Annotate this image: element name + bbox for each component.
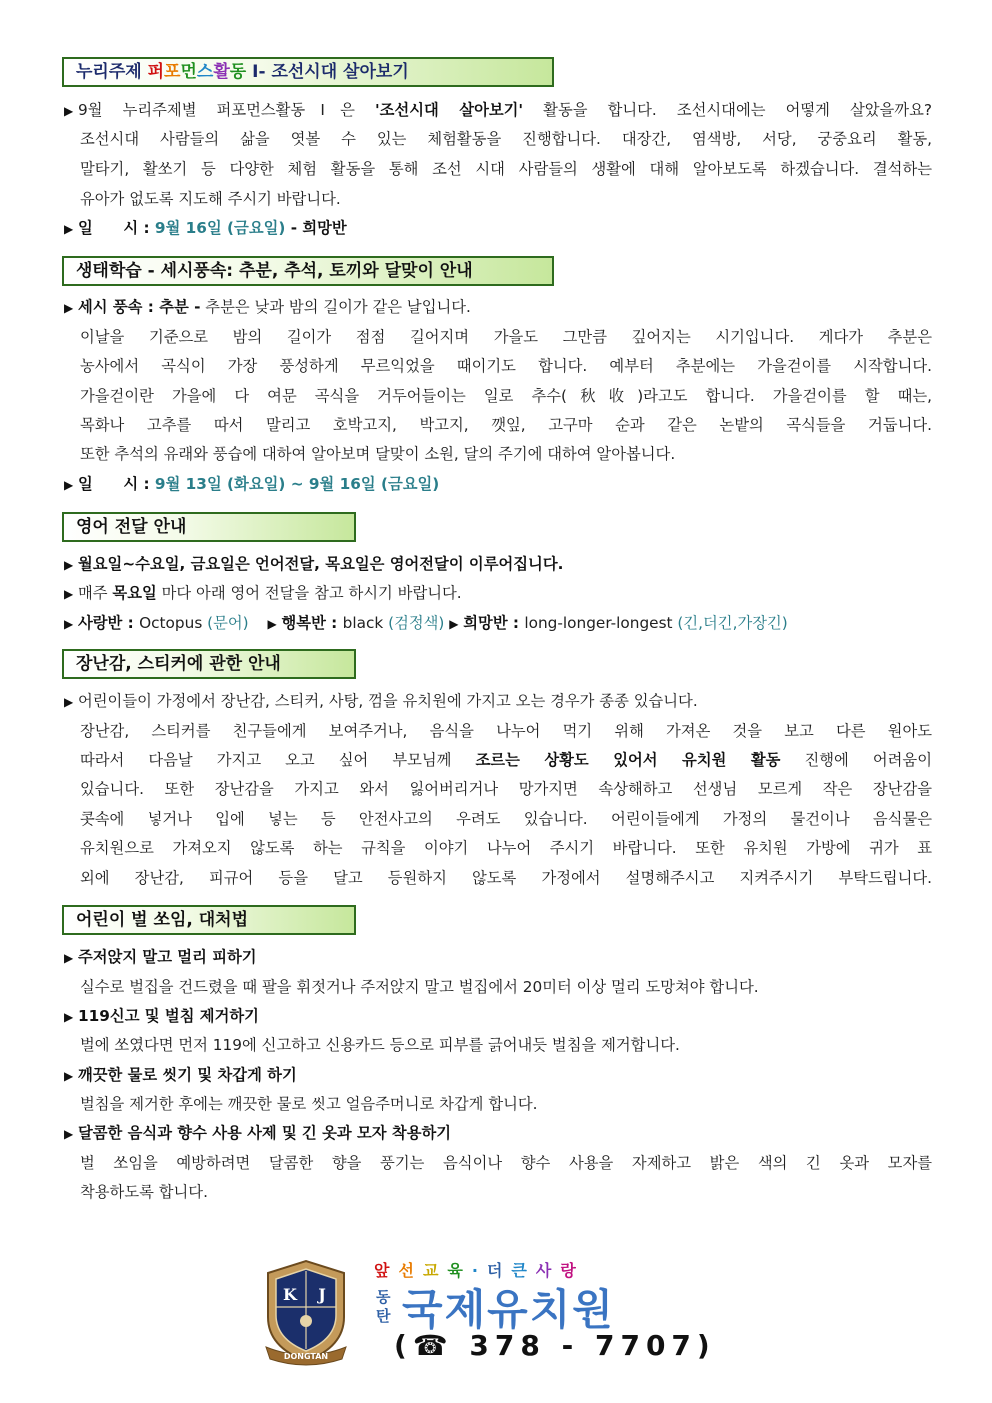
section-header-english xyxy=(62,512,356,542)
slogan-letter: 선 xyxy=(398,1261,423,1280)
s5-heading-4: ▶ 달콤한 음식과 향수 사용 사제 및 긴 옷과 모자 착용하기 xyxy=(64,1124,452,1142)
bullet-triangle-icon: ▶ xyxy=(64,301,74,315)
english-word: black xyxy=(342,614,384,632)
bullet-triangle-icon: ▶ xyxy=(64,478,74,492)
slogan-letter: 사 xyxy=(535,1261,561,1280)
s5-text-1: 실수로 벌집을 건드렸을 때 팔을 휘젓거나 주저앉지 말고 벌집에서 20미터 이상 멀리 도망쳐야 합니다. xyxy=(80,978,759,996)
bullet-triangle-icon: ▶ xyxy=(64,1010,74,1024)
title-rainbow-letter: 포 xyxy=(164,62,181,82)
bullet-triangle-icon: ▶ xyxy=(64,617,74,631)
slogan-letter: 랑 xyxy=(560,1261,585,1280)
emblem-letter-j: J xyxy=(318,1285,326,1304)
s4-line-4: 있습니다. 또한 장난감을 가지고 와서 잃어버리거나 망가지면 속상해하고 선생님 모르게 작은 장난감을 xyxy=(80,780,932,798)
slogan-letter: 앞 xyxy=(374,1261,399,1280)
slogan-letter: 교 xyxy=(422,1261,448,1280)
slogan-letter: 육 xyxy=(447,1261,472,1280)
section-title-rainbow xyxy=(148,62,247,82)
s3-class-words: ▶ 사랑반 : Octopus (문어) ▶ 행복반 : black (검정색) ▶ 희망반 : long-longer-longest (긴,더긴,가장긴) xyxy=(64,614,788,632)
s4-line-5: 콧속에 넣거나 입에 넣는 등 안전사고의 우려도 있습니다. 어린이들에게 가정의 물건이나 음식물은 xyxy=(80,810,932,828)
slogan-letter: · xyxy=(471,1261,487,1280)
section-title-suffix: Ⅰ- 조선시대 살아보기 xyxy=(246,62,409,82)
s5-heading-3: ▶ 깨끗한 물로 씻기 및 차갑게 하기 xyxy=(64,1066,297,1084)
bullet-triangle-icon: ▶ xyxy=(64,951,74,965)
school-crest-icon xyxy=(262,1255,350,1367)
title-rainbow-letter: 동 xyxy=(229,62,247,82)
s5-text-3: 벌침을 제거한 후에는 깨끗한 물로 씻고 얼음주머니로 차갑게 합니다. xyxy=(80,1095,538,1113)
s2-line-2: 이날을 기준으로 밤의 길이가 점점 길어지며 가을도 그만큼 깊어지는 시기입니다. 게다가 추분은 xyxy=(80,328,932,346)
dongtan-label: 동탄 xyxy=(376,1288,391,1325)
emblem-ribbon-text: DONGTAN xyxy=(283,1352,329,1361)
slogan-letter: 더 xyxy=(486,1261,512,1280)
bullet-triangle-icon: ▶ xyxy=(449,617,459,631)
s2-date-line: ▶ 일 시 : 9월 13일 (화요일) ~ 9월 16일 (금요일) xyxy=(64,475,440,493)
section-title: 장난감, 스티커에 관한 안내 xyxy=(76,654,281,674)
section-title: 생태학습 - 세시풍속: 추분, 추석, 토끼와 달맞이 안내 xyxy=(76,261,473,281)
s4-line-7: 외에 장난감, 피규어 등을 달고 등원하지 않도록 가정에서 설명해주시고 지켜주시기 부탁드립니다. xyxy=(80,869,932,887)
s2-line-3: 농사에서 곡식이 가장 풍성하게 무르익었을 때이기도 합니다. 예부터 추분에는 가을걷이를 시작합니다. xyxy=(80,357,932,375)
title-rainbow-letter: 활 xyxy=(213,62,230,82)
s5-text-4b: 착용하도록 합니다. xyxy=(80,1183,208,1201)
bullet-triangle-icon: ▶ xyxy=(64,1069,74,1083)
english-word: Octopus xyxy=(139,614,203,632)
kindergarten-logo xyxy=(262,1255,716,1375)
s1-paragraph-line-3: 말타기, 활쏘기 등 다양한 체험 활동을 통해 조선 시대 사람들의 생활에 대해 알아보도록 하겠습니다. 결석하는 xyxy=(80,160,932,178)
title-rainbow-letter: 먼 xyxy=(180,62,197,82)
phone-number: (☎ 378 - 7707) xyxy=(394,1329,716,1362)
section-title: 어린이 벌 쏘임, 대처법 xyxy=(76,910,249,930)
section-header-performance xyxy=(62,57,554,87)
title-rainbow-letter: 퍼 xyxy=(147,62,165,82)
bullet-triangle-icon: ▶ xyxy=(64,104,74,118)
title-rainbow-letter: 스 xyxy=(196,62,214,82)
s3-line-1: ▶ 월요일~수요일, 금요일은 언어전달, 목요일은 영어전달이 이루어집니다. xyxy=(64,555,564,573)
section-header-toys xyxy=(62,649,356,679)
s5-text-4a: 벌 쏘임을 예방하려면 달콤한 향을 풍기는 음식이나 향수 사용을 자제하고 밝은 색의 긴 옷과 모자를 xyxy=(80,1154,932,1172)
s4-line-3: 따라서 다음날 가지고 오고 싶어 부모님께 조르는 상황도 있어서 유치원 활동 진행에 어려움이 xyxy=(80,751,932,769)
s5-heading-2: ▶ 119신고 및 벌침 제거하기 xyxy=(64,1007,259,1025)
s5-heading-1: ▶ 주저앉지 말고 멀리 피하기 xyxy=(64,948,257,966)
s2-line-6: 또한 추석의 유래와 풍습에 대하여 알아보며 달맞이 소원, 달의 주기에 대하여 알아봅니다. xyxy=(80,445,676,463)
kindergarten-name: 국제유치원 xyxy=(402,1285,615,1334)
s4-line-2: 장난감, 스티커를 친구들에게 보여주거나, 음식을 나누어 먹기 위해 가져온 것을 보고 다른 원아도 xyxy=(80,722,932,740)
s2-line-4: 가을걷이란 가을에 다 여문 곡식을 거두어들이는 일로 추수(秋收)라고도 합니다. 가을걷이를 할 때는, xyxy=(80,387,932,405)
bullet-triangle-icon: ▶ xyxy=(64,1127,74,1141)
section-header-ecology xyxy=(62,256,554,286)
section-title: 영어 전달 안내 xyxy=(76,517,187,537)
s4-line-1: ▶ 어린이들이 가정에서 장난감, 스티커, 사탕, 껌을 유치원에 가지고 오는 경우가 종종 있습니다. xyxy=(64,692,698,710)
slogan-letter: 큰 xyxy=(511,1261,536,1280)
bullet-triangle-icon: ▶ xyxy=(64,695,74,709)
s4-line-6: 유치원으로 가져오지 않도록 하는 규칙을 이야기 나누어 주시기 바랍니다. 또한 유치원 가방에 귀가 표 xyxy=(80,839,932,857)
bullet-triangle-icon: ▶ xyxy=(267,617,277,631)
section-header-bee-sting xyxy=(62,905,356,935)
s2-line-5: 목화나 고추를 따서 말리고 호박고지, 박고지, 깻잎, 고구마 순과 같은 논밭의 곡식들을 거둡니다. xyxy=(80,416,932,434)
english-word: long-longer-longest xyxy=(524,614,673,632)
s1-date-line: ▶ 일 시 : 9월 16일 (금요일) - 희망반 xyxy=(64,219,347,237)
s1-paragraph-line-1: ▶ 9월 누리주제별 퍼포먼스활동Ⅰ은 '조선시대 살아보기' 활동을 합니다. 조선시대에는 어떻게 살았을까요? xyxy=(64,101,932,119)
section-title-prefix: 누리주제 xyxy=(76,62,148,82)
emblem-letter-k: K xyxy=(283,1285,297,1304)
s5-text-2: 벌에 쏘였다면 먼저 119에 신고하고 신용카드 등으로 피부를 긁어내듯 벌침을 제거합니다. xyxy=(80,1036,680,1054)
bullet-triangle-icon: ▶ xyxy=(64,587,74,601)
s1-paragraph-line-4: 유아가 없도록 지도해 주시기 바랍니다. xyxy=(80,190,341,208)
bullet-triangle-icon: ▶ xyxy=(64,558,74,572)
s2-line-1: ▶ 세시 풍속 : 추분 - 추분은 낮과 밤의 길이가 같은 날입니다. xyxy=(64,298,471,316)
s3-line-2: ▶ 매주 목요일 마다 아래 영어 전달을 참고 하시기 바랍니다. xyxy=(64,584,462,602)
s1-paragraph-line-2: 조선시대 사람들의 삶을 엿볼 수 있는 체험활동을 진행합니다. 대장간, 염색방, 서당, 궁중요리 활동, xyxy=(80,130,932,148)
bullet-triangle-icon: ▶ xyxy=(64,222,74,236)
